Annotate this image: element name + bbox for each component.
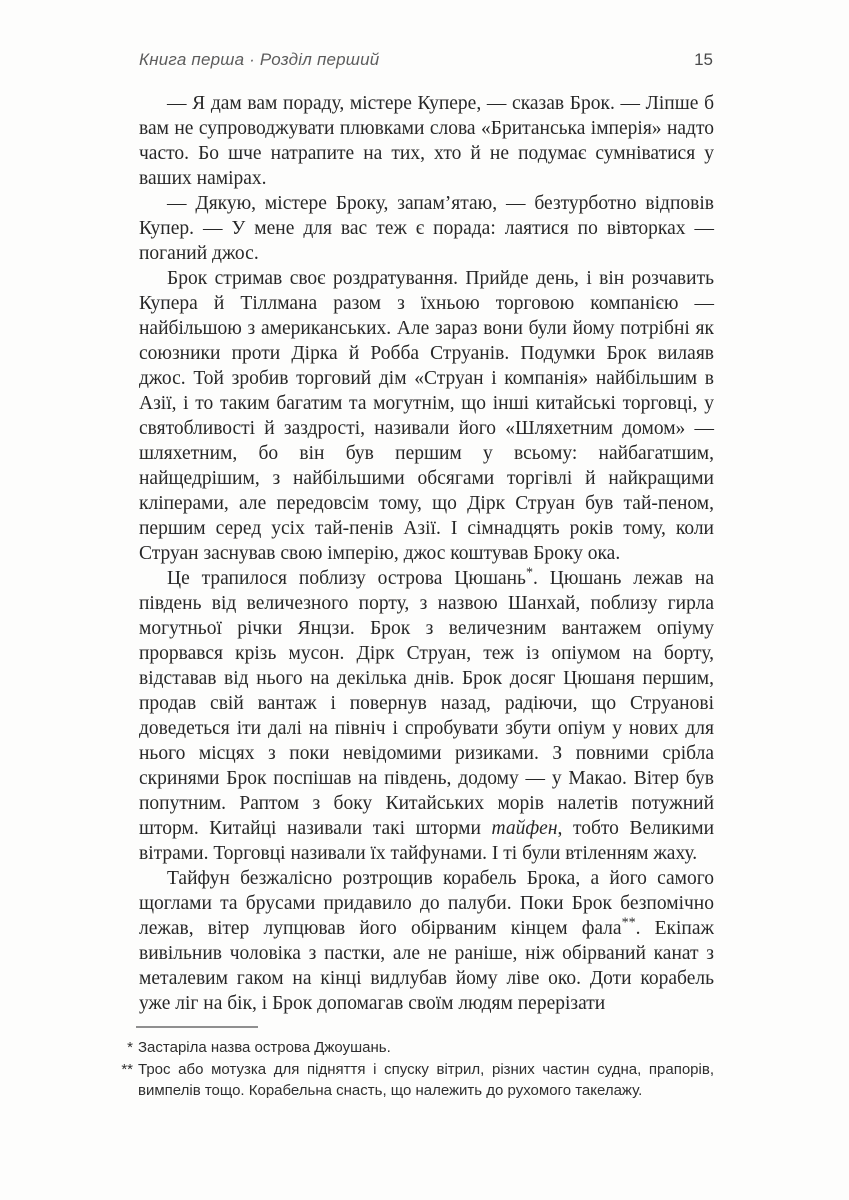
footnote-reference: * xyxy=(525,564,533,581)
body-text xyxy=(139,91,714,1016)
text-run: Тайфун безжалісно розтрощив корабель Брока, а його самого щоглами та брусами придавило до палуби. Поки Брок безпомічно лежав, вітер лупцював його обірваним кінцем фала xyxy=(139,868,714,939)
emphasized-term: тайфен xyxy=(491,818,558,839)
chapter-heading: Книга перша · Розділ перший xyxy=(139,50,380,69)
footnote xyxy=(112,1059,714,1102)
text-run: , тобто Великими вітрами. Торговці називали їх тайфунами. І ті були втіленням жаху. xyxy=(139,818,714,864)
text-run: Це трапилося поблизу острова Цюшань xyxy=(167,568,526,589)
text-run: Брок стримав своє роздратування. Прийде день, і він розчавить Купера й Тіллмана разом з їхньою торговою компанією — найбільшою з американських. Але зараз вони були йому потрібні як союзники проти Дірка й Робба Струанів. Подумки Брок вилаяв джос. Той зробив торговий дім «Струан і компанія» найбільшим в Азії, і то таким багатим та могутнім, що інші китайські торговці, у святобливості й заздрості, називали його «Шляхетним домом» — шляхетним, бо він був першим у всьому: найбагатшим, найщедрішим, з найбільшими обсягами торгівлі й найкращими кліперами, але передовсім тому, що Дірк Струан був тай-пеном, першим серед усіх тай-пенів Азії. І сімнадцять років тому, коли Струан заснував свою імперію, джос коштував Броку ока. xyxy=(139,268,714,564)
footnote-separator xyxy=(136,1026,258,1028)
paragraph xyxy=(139,266,714,566)
running-header xyxy=(139,50,713,70)
paragraph xyxy=(139,566,714,866)
text-run: — Дякую, містере Броку, запам’ятаю, — безтурботно відповів Купер. — У мене для вас теж є порада: лаятися по вівторках — поганий джос. xyxy=(139,193,714,264)
footnote-reference: ** xyxy=(621,914,636,931)
paragraph xyxy=(139,91,714,191)
footnote-text: Застаріла назва острова Джоушань. xyxy=(138,1039,391,1056)
footnote-marker: ** xyxy=(121,1060,133,1078)
text-run: — Я дам вам пораду, містере Купере, — сказав Брок. — Ліпше б вам не супроводжувати плювками слова «Британська імперія» надто часто. Бо шче натрапите на тих, хто й не подумає сумніватися у ваших намірах. xyxy=(139,93,714,189)
footnote xyxy=(112,1037,714,1059)
text-run: . Цюшань лежав на південь від величезного порту, з назвою Шанхай, поблизу гирла могутньої річки Янцзи. Брок з величезним вантажем опіуму прорвався крізь мусон. Дірк Струан, теж із опіумом на борту, відставав від нього на декілька днів. Брок досяг Цюшаня першим, продав свій вантаж і повернув назад, радіючи, що Струанові доведеться іти далі на північ і спробувати збути опіум у нових для нього місцях з поки невідомими ризиками. З повними срібла скринями Брок поспішав на південь, додому — у Макао. Вітер був попутним. Раптом з боку Китайських морів налетів потужний шторм. Китайці називали такі шторми xyxy=(139,568,715,839)
footnote-marker: * xyxy=(127,1039,133,1056)
paragraph xyxy=(139,866,714,1016)
footnote-text: Трос або мотузка для підняття і спуску вітрил, різних частин судна, прапорів, вимпелів тощо. Корабельна снасть, що належить до рухомого такелажу. xyxy=(138,1060,714,1099)
footnotes xyxy=(112,1037,714,1102)
page-number: 15 xyxy=(694,50,713,69)
paragraph xyxy=(139,191,714,266)
text-run: . Екіпаж вивільнив чоловіка з пастки, але не раніше, ніж обірваний канат з металевим гаком на кінці видлубав йому ліве око. Доти корабель уже ліг на бік, і Брок допомагав своїм людям перерізати xyxy=(139,918,714,1014)
